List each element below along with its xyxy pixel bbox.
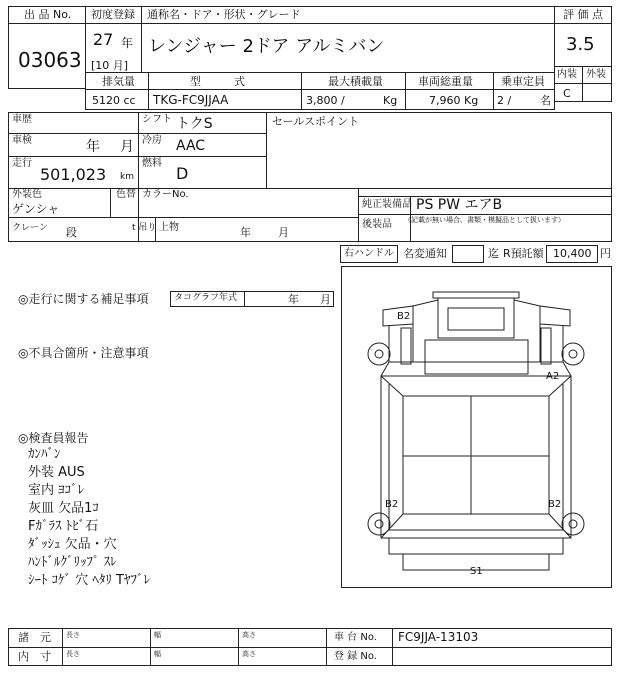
model-code: TKG-FC9JJAA	[153, 93, 229, 107]
capacity: 2 /	[497, 94, 512, 107]
recycle-amount: 10,400	[553, 247, 592, 260]
recycle-unit: 円	[600, 247, 611, 260]
report-line: 室内 ﾖｺﾞﾚ	[28, 483, 85, 498]
sales-point-label: セールスポイント	[272, 115, 360, 128]
displacement-label: 排気量	[102, 75, 135, 88]
crane-label: クレーン	[12, 223, 48, 233]
aftermarket-note: （記載が無い場合、書類・模擬品として扱います）	[404, 216, 565, 224]
displacement: 5120 cc	[92, 94, 136, 107]
mileage-unit: km	[120, 172, 134, 182]
first-reg-month: [10 月]	[91, 59, 129, 72]
tachograph-year-unit: 年	[288, 293, 299, 306]
inspection-year-unit: 年	[86, 139, 100, 155]
fuel-label: 燃料	[142, 158, 162, 169]
max-load: 3,800 /	[306, 94, 345, 107]
max-load-label: 最大積載量	[328, 75, 383, 88]
height-label: 高さ	[242, 631, 256, 639]
specs-row-label: 諸 元	[18, 631, 51, 644]
driving-supplement-heading: ◎走行に関する補足事項	[18, 292, 149, 306]
inner-length-label: 長さ	[66, 650, 80, 658]
fuel-value: D	[176, 164, 189, 183]
report-line: ﾀﾞｯｼｭ 欠品・穴	[28, 537, 117, 552]
inspection-month-unit: 月	[120, 139, 134, 155]
crane-year-unit: 年	[240, 226, 251, 239]
mileage-label: 走行	[12, 158, 32, 169]
damage-mark: B2	[397, 311, 411, 322]
report-line: Fｶﾞﾗｽ ﾄﾋﾞ石	[28, 519, 99, 534]
inspector-report-heading: ◎検査員報告	[18, 431, 89, 445]
history-label: 車歴	[12, 114, 32, 125]
inner-width-label: 幅	[154, 650, 161, 658]
exterior-label: 外装	[586, 69, 606, 80]
color-code-label: カラーNo.	[142, 189, 189, 200]
capacity-label: 乗車定員	[501, 75, 545, 88]
shift-value: トクS	[176, 116, 213, 132]
model-code-label: 型 式	[190, 75, 245, 88]
chassis-number: FC9JJA-13103	[398, 630, 479, 644]
equipment-value: PS PW エアB	[416, 197, 503, 213]
report-line: ﾊﾝﾄﾞﾙｸﾞﾘｯﾌﾟ ｽﾚ	[28, 555, 117, 570]
first-reg-label: 初度登録	[91, 8, 135, 21]
gross-weight-label: 車両総重量	[418, 75, 473, 88]
tachograph-month-unit: 月	[320, 293, 331, 306]
name-change-box	[452, 245, 484, 263]
interior-score: C	[563, 87, 571, 100]
name-change-label: 名変通知	[403, 247, 447, 260]
interior-label: 内装	[557, 69, 577, 80]
model-name-label: 通称名・ドア・形状・グレード	[147, 8, 301, 21]
due-label: 迄	[488, 247, 499, 260]
damage-mark: S1	[470, 566, 483, 577]
ac-value: AAC	[176, 138, 206, 154]
registration-label: 登 録 No.	[334, 651, 377, 662]
equipment-label: 純正装備品	[362, 199, 412, 210]
report-line: 外装 AUS	[28, 465, 85, 480]
capacity-unit: 名	[540, 94, 551, 107]
recycle-label: R預託額	[503, 247, 544, 260]
crane-stage-unit: 段	[66, 226, 77, 239]
inspection-label: 車検	[12, 135, 32, 146]
report-line: 灰皿 欠品1ｺ	[28, 501, 99, 516]
crane-top-label: 上物	[159, 222, 179, 233]
aftermarket-label: 後装品	[362, 219, 392, 230]
report-line: ｼｰﾄ ｺｹﾞ 穴 ﾍﾀﾘ Tﾔﾌﾞﾚ	[28, 573, 150, 588]
mileage-value: 501,023	[40, 165, 107, 184]
damage-mark: B2	[548, 499, 562, 510]
shift-label: シフト	[142, 114, 172, 125]
color-label: 外装色	[12, 189, 42, 200]
defects-heading: ◎不具合箇所・注意事項	[18, 346, 149, 360]
year-label: 年	[121, 36, 134, 50]
chassis-label: 車 台 No.	[334, 632, 377, 643]
gross-weight: 7,960 Kg	[429, 94, 479, 107]
lot-label: 出 品 No.	[24, 8, 72, 21]
damage-mark: A2	[546, 371, 560, 382]
max-load-unit: Kg	[383, 94, 398, 107]
truck-diagram	[341, 266, 612, 588]
damage-mark: B2	[385, 499, 399, 510]
width-label: 幅	[154, 631, 161, 639]
ac-label: 冷房	[142, 135, 162, 146]
steering-value: 右ハンドル	[344, 248, 394, 259]
report-line: ｶﾝﾊﾞﾝ	[28, 447, 61, 462]
inner-dims-row-label: 内 寸	[18, 650, 51, 663]
length-label: 長さ	[66, 631, 80, 639]
tachograph-label: タコグラフ年式	[174, 293, 238, 303]
grade-label: 評 価 点	[563, 8, 603, 21]
lot-number: 03063	[18, 48, 82, 72]
crane-month-unit: 月	[278, 226, 289, 239]
grade-score: 3.5	[566, 34, 595, 55]
model-name: レンジャー 2ドア アルミバン	[148, 36, 385, 57]
crane-capacity-unit: t 吊り	[132, 223, 157, 233]
inner-height-label: 高さ	[242, 650, 256, 658]
color-change-label: 色替	[116, 189, 136, 200]
color-value: ゲンシャ	[12, 202, 60, 216]
first-reg-year: 27	[93, 30, 114, 49]
